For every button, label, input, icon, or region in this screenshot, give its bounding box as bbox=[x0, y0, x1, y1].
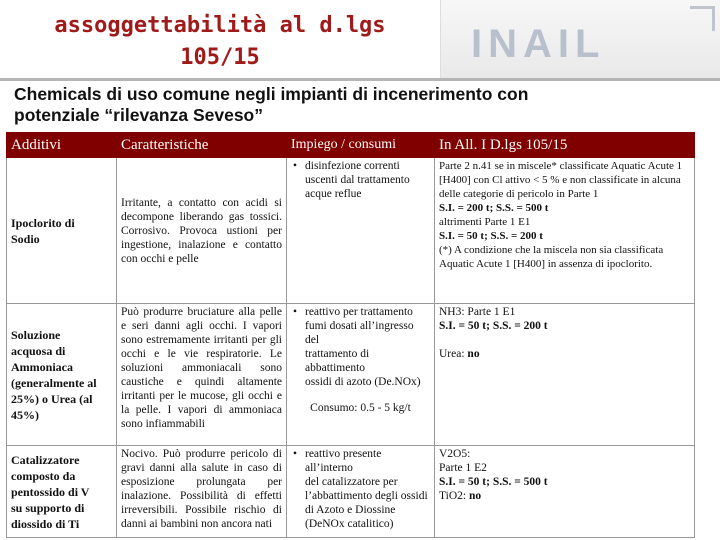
allegato-cell bbox=[435, 446, 695, 538]
impiego-cell bbox=[287, 304, 435, 446]
allegato-altrimenti: altrimenti Parte 1 E1 bbox=[439, 216, 531, 228]
additivo-text: su supporto di bbox=[11, 500, 85, 515]
caratteristiche-cell bbox=[117, 446, 287, 538]
chemicals-table bbox=[6, 132, 695, 538]
title-line-2: 105/15 bbox=[180, 45, 260, 70]
corner-decoration-icon bbox=[690, 6, 715, 31]
allegato-soglie: S.I. = 50 t; S.S. = 200 t bbox=[439, 230, 543, 242]
header-additivi: Additivi bbox=[7, 133, 117, 158]
inail-logo: INAIL bbox=[471, 22, 606, 66]
additivo-text: pentossido di V bbox=[11, 484, 90, 499]
caratteristiche-text: Può produrre bruciature alla pelle e seri danni agli occhi. I vapori sono estremamente irritanti per gli occhi e le vie respiratorie. Le soluzioni ammoniacali sono caustiche e quindi altamente irritanti per le mucose, gli occhi e la pelle. I vapori di ammoniaca sono infiammabili bbox=[121, 306, 282, 430]
caratteristiche-text: Irritante, a contatto con acidi si decompone liberando gas tossici. Corrosivo. Provoca ustioni per ingestione, inalazione e contatto con occhi e pelle bbox=[121, 196, 282, 265]
consumo-text: Consumo: 0.5 - 5 kg/t bbox=[310, 402, 411, 414]
caratteristiche-cell bbox=[117, 158, 287, 304]
table-row bbox=[7, 304, 695, 446]
allegato-cell bbox=[435, 304, 695, 446]
table-header-row bbox=[7, 133, 695, 158]
allegato-intro: Parte 2 n.41 se in miscele* classificate Aquatic Acute 1 [H400] con Cl attivo < 5 % e non classificate in alcuna delle categorie di pericolo in Parte 1 bbox=[439, 160, 683, 200]
table-row bbox=[7, 446, 695, 538]
impiego-cell bbox=[287, 446, 435, 538]
additivo-text: Sodio bbox=[11, 231, 40, 246]
additivo-text: Soluzione bbox=[11, 327, 61, 342]
additivo-text: (generalmente al bbox=[11, 375, 97, 390]
header-allegato: In All. I D.lgs 105/15 bbox=[435, 133, 695, 158]
additivo-cell bbox=[7, 446, 117, 538]
additivo-text: diossido di Ti bbox=[11, 516, 80, 531]
caratteristiche-text: Nocivo. Può produrre pericolo di gravi danni alla salute in caso di esposizione prolungata per inalazione. Possibilità di effetti irreversibili. Possibile rischio di danni ai bambini non ancora nati bbox=[121, 448, 282, 530]
additivo-cell bbox=[7, 158, 117, 304]
additivo-text: composto da bbox=[11, 468, 76, 483]
caratteristiche-cell bbox=[117, 304, 287, 446]
allegato-soglie: S.I. = 50 t; S.S. = 200 t bbox=[439, 320, 548, 332]
additivo-text: acquosa di bbox=[11, 343, 66, 358]
slide-subtitle bbox=[14, 84, 704, 126]
additivo-text: 45%) bbox=[11, 407, 39, 422]
allegato-nota: (*) A condizione che la miscela non sia classificata Aquatic Acute 1 [H400] in assenza di ipoclorito. bbox=[439, 244, 664, 270]
additivo-text: 25%) o Urea (al bbox=[11, 391, 93, 406]
slide-title bbox=[40, 10, 400, 74]
additivo-text: Ipoclorito di bbox=[11, 215, 75, 230]
title-line-1: assoggettabilità al d.lgs bbox=[54, 13, 386, 38]
allegato-tio2: TiO2: no bbox=[439, 490, 482, 502]
logo-area bbox=[440, 0, 720, 78]
header-divider bbox=[0, 78, 720, 81]
impiego-bullet-item: • reattivo presente all’interno del catalizzatore per l’abbattimento degli ossidi di Azoto e Diossine (DeNOx catalitico) bbox=[291, 447, 430, 531]
header-caratteristiche: Caratteristiche bbox=[117, 133, 287, 158]
additivo-text: Catalizzatore bbox=[11, 452, 80, 467]
allegato-soglie: S.I. = 200 t; S.S. = 500 t bbox=[439, 202, 549, 214]
allegato-v2o5: V2O5: bbox=[439, 448, 471, 460]
subtitle-line-2: potenziale “rilevanza Seveso” bbox=[14, 105, 263, 125]
header-impiego: Impiego / consumi bbox=[287, 133, 435, 158]
table-row bbox=[7, 158, 695, 304]
impiego-bullet-item: • disinfezione correnti uscenti dal trattamento acque reflue bbox=[291, 159, 430, 201]
allegato-soglie: S.I. = 50 t; S.S. = 500 t bbox=[439, 476, 548, 488]
subtitle-line-1: Chemicals di uso comune negli impianti di incenerimento con bbox=[14, 84, 529, 104]
impiego-cell bbox=[287, 158, 435, 304]
additivo-text: Ammoniaca bbox=[11, 359, 73, 374]
allegato-urea: Urea: no bbox=[439, 348, 480, 360]
allegato-cell bbox=[435, 158, 695, 304]
impiego-bullet-item: • reattivo per trattamento fumi dosati all’ingresso del trattamento di abbattimento ossidi di azoto (De.NOx) bbox=[291, 305, 430, 389]
allegato-nh3: NH3: Parte 1 E1 bbox=[439, 306, 516, 318]
additivo-cell bbox=[7, 304, 117, 446]
allegato-parte: Parte 1 E2 bbox=[439, 462, 487, 474]
